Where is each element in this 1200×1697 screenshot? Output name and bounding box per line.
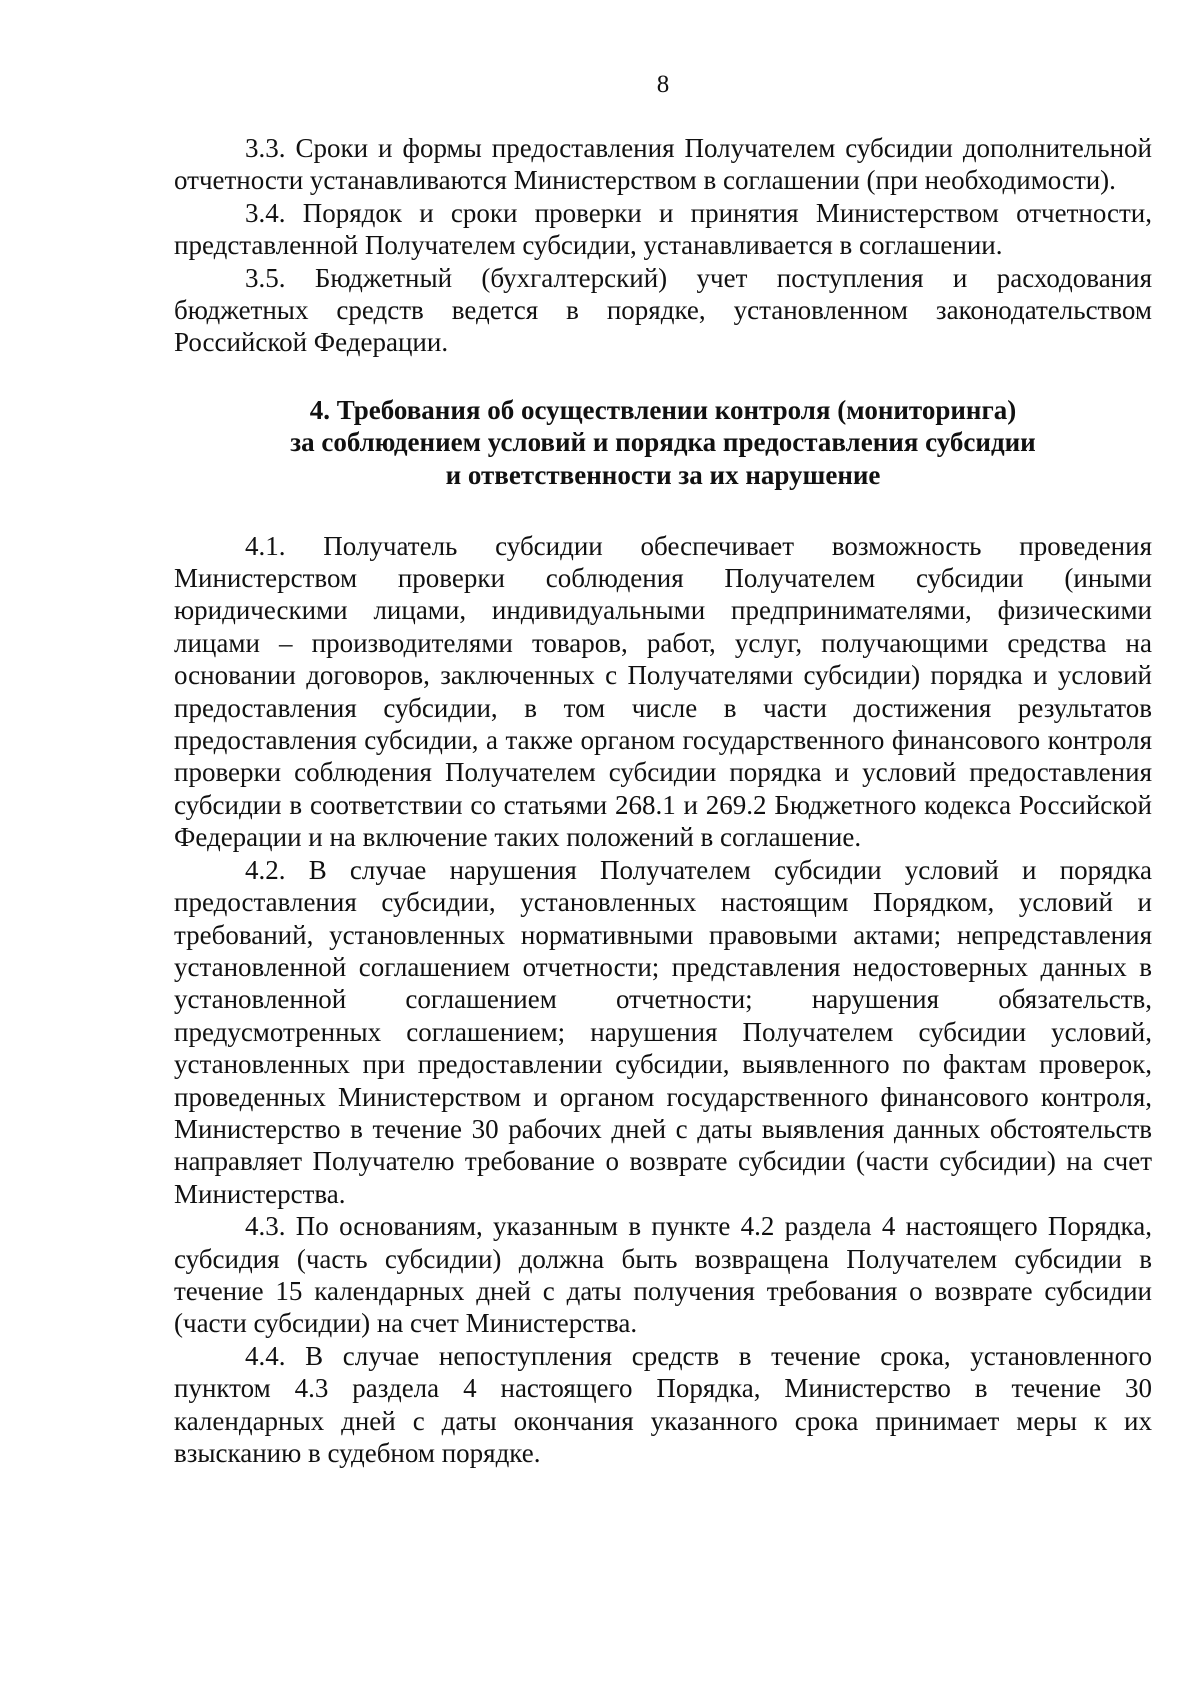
section-4-title xyxy=(174,394,1152,492)
paragraph-3-4: 3.4. Порядок и сроки проверки и принятия Министерством отчетности, представленной Получателем субсидии, устанавливается в соглашении. xyxy=(174,197,1152,261)
page-number: 8 xyxy=(656,71,670,98)
section-title-line: за соблюдением условий и порядка предоставления субсидии xyxy=(290,427,1036,458)
paragraph-4-4: 4.4. В случае непоступления средств в течение срока, установленного пунктом 4.3 раздела 4 настоящего Порядка, Министерство в течение 30 календарных дней с даты окончания указанного срока принимает меры к их взысканию в судебном порядке. xyxy=(174,1340,1152,1468)
document-body xyxy=(174,132,1152,1469)
paragraph-4-1: 4.1. Получатель субсидии обеспечивает возможность проведения Министерством проверки соблюдения Получателем субсидии (иными юридическими лицами, индивидуальными предпринимателями, физическими лицами – производителями товаров, работ, услуг, получающими средства на основании договоров, заключенных с Получателями субсидии) порядка и условий предоставления субсидии, в том числе в части достижения результатов предоставления субсидии, а также органом государственного финансового контроля проверки соблюдения Получателем субсидии порядка и условий предоставления субсидии в соответствии со статьями 268.1 и 269.2 Бюджетного кодекса Российской Федерации и на включение таких положений в соглашение. xyxy=(174,530,1152,853)
paragraph-3-5: 3.5. Бюджетный (бухгалтерский) учет поступления и расходования бюджетных средств ведется в порядке, установленном законодательством Российской Федерации. xyxy=(174,262,1152,358)
section-title-line: и ответственности за их нарушение xyxy=(445,460,881,491)
paragraph-3-3: 3.3. Сроки и формы предоставления Получателем субсидии дополнительной отчетности устанавливаются Министерством в соглашении (при необходимости). xyxy=(174,133,1152,196)
paragraph-4-3: 4.3. По основаниям, указанным в пункте 4.2 раздела 4 настоящего Порядка, субсидия (часть субсидии) должна быть возвращена Получателем субсидии в течение 15 календарных дней с даты получения требования о возврате субсидии (части субсидии) на счет Министерства. xyxy=(174,1211,1152,1339)
section-title-line: 4. Требования об осуществлении контроля (мониторинга) xyxy=(309,394,1017,425)
paragraph-4-2: 4.2. В случае нарушения Получателем субсидии условий и порядка предоставления субсидии, установленных настоящим Порядком, условий и требований, установленных нормативными правовыми актами; непредставления установленной соглашением отчетности; представления недостоверных данных в установленной соглашением отчетности; нарушения обязательств, предусмотренных соглашением; нарушения Получателем субсидии условий, установленных при предоставлении субсидии, выявленного по фактам проверок, проведенных Министерством и органом государственного финансового контроля, Министерство в течение 30 рабочих дней с даты выявления данных обстоятельств направляет Получателю требование о возврате субсидии (части субсидии) на счет Министерства. xyxy=(174,854,1152,1209)
